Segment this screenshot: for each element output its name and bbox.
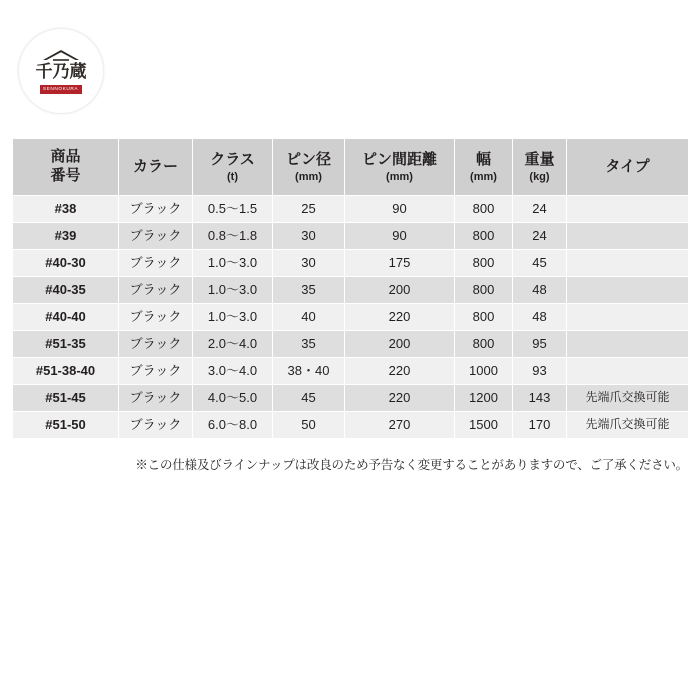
- cell-weight: 24: [513, 196, 567, 223]
- cell-color: ブラック: [119, 385, 193, 412]
- header-unit: (t): [227, 170, 238, 183]
- header-line-1: 幅: [475, 150, 491, 168]
- cell-weight: 45: [513, 250, 567, 277]
- cell-type: [567, 304, 689, 331]
- cell-product-code: #51-38-40: [13, 358, 119, 385]
- header-line-1: ピン間距離: [361, 150, 437, 168]
- cell-color: ブラック: [119, 277, 193, 304]
- cell-weight: 24: [513, 223, 567, 250]
- cell-type: 先端爪交換可能: [567, 412, 689, 439]
- cell-color: ブラック: [119, 304, 193, 331]
- column-header-width: [455, 139, 513, 196]
- header-line-1: 重量: [524, 150, 555, 168]
- cell-type: [567, 196, 689, 223]
- header-line-2: 番号: [50, 167, 81, 184]
- header-unit: (mm): [295, 170, 322, 183]
- cell-pin-diameter: 45: [273, 385, 345, 412]
- header-line-1: カラー: [132, 157, 178, 175]
- cell-pin-diameter: 25: [273, 196, 345, 223]
- column-header-class: [193, 139, 273, 196]
- cell-class: 3.0〜4.0: [193, 358, 273, 385]
- cell-pin-distance: 175: [345, 250, 455, 277]
- cell-class: 0.5〜1.5: [193, 196, 273, 223]
- logo-circle: [18, 28, 104, 114]
- header-line-1: クラス: [210, 150, 255, 168]
- cell-class: 1.0〜3.0: [193, 277, 273, 304]
- cell-weight: 143: [513, 385, 567, 412]
- cell-pin-distance: 220: [345, 304, 455, 331]
- cell-type: [567, 358, 689, 385]
- cell-product-code: #51-35: [13, 331, 119, 358]
- cell-width: 800: [455, 196, 513, 223]
- cell-pin-diameter: 40: [273, 304, 345, 331]
- cell-pin-distance: 220: [345, 358, 455, 385]
- cell-width: 800: [455, 223, 513, 250]
- cell-pin-diameter: 35: [273, 277, 345, 304]
- table-row: [13, 223, 689, 250]
- column-header-product-code: [13, 139, 119, 196]
- column-header-type: [567, 139, 689, 196]
- cell-pin-diameter: 35: [273, 331, 345, 358]
- cell-class: 6.0〜8.0: [193, 412, 273, 439]
- table-row: [13, 196, 689, 223]
- logo-banner: [40, 85, 82, 94]
- cell-width: 1200: [455, 385, 513, 412]
- table-row: [13, 358, 689, 385]
- cell-product-code: #40-30: [13, 250, 119, 277]
- cell-width: 1500: [455, 412, 513, 439]
- cell-pin-distance: 270: [345, 412, 455, 439]
- table-row: [13, 412, 689, 439]
- cell-pin-distance: 90: [345, 223, 455, 250]
- cell-pin-distance: 90: [345, 196, 455, 223]
- cell-width: 1000: [455, 358, 513, 385]
- cell-product-code: #51-50: [13, 412, 119, 439]
- disclaimer-note: ※この仕様及びラインナップは改良のため予告なく変更することがありますので、ご了承ください。: [135, 458, 688, 472]
- spec-table: [12, 138, 689, 439]
- table-row: [13, 304, 689, 331]
- cell-class: 1.0〜3.0: [193, 250, 273, 277]
- cell-weight: 93: [513, 358, 567, 385]
- header-unit: (mm): [470, 170, 497, 183]
- cell-width: 800: [455, 331, 513, 358]
- cell-product-code: #38: [13, 196, 119, 223]
- cell-class: 1.0〜3.0: [193, 304, 273, 331]
- cell-type: [567, 250, 689, 277]
- cell-type: [567, 277, 689, 304]
- brand-logo: [18, 28, 104, 114]
- column-header-pin-distance: [345, 139, 455, 196]
- cell-color: ブラック: [119, 223, 193, 250]
- cell-type: [567, 331, 689, 358]
- table-row: [13, 277, 689, 304]
- cell-weight: 48: [513, 304, 567, 331]
- cell-color: ブラック: [119, 250, 193, 277]
- column-header-pin-diameter: [273, 139, 345, 196]
- logo-romaji: SENNOKURA: [43, 86, 79, 92]
- cell-pin-distance: 200: [345, 277, 455, 304]
- cell-pin-diameter: 30: [273, 223, 345, 250]
- header-unit: (kg): [529, 170, 550, 183]
- header-unit: (mm): [386, 170, 413, 183]
- cell-product-code: #40-35: [13, 277, 119, 304]
- cell-width: 800: [455, 250, 513, 277]
- roof-icon: [41, 49, 81, 62]
- column-header-color: [119, 139, 193, 196]
- cell-class: 4.0〜5.0: [193, 385, 273, 412]
- cell-pin-diameter: 38・40: [273, 358, 345, 385]
- header-line-1: ピン径: [285, 150, 331, 168]
- cell-class: 0.8〜1.8: [193, 223, 273, 250]
- cell-width: 800: [455, 277, 513, 304]
- cell-pin-distance: 200: [345, 331, 455, 358]
- table-row: [13, 250, 689, 277]
- cell-product-code: #40-40: [13, 304, 119, 331]
- cell-color: ブラック: [119, 358, 193, 385]
- table-row: [13, 385, 689, 412]
- cell-pin-diameter: 30: [273, 250, 345, 277]
- cell-pin-diameter: 50: [273, 412, 345, 439]
- cell-color: ブラック: [119, 331, 193, 358]
- cell-type: 先端爪交換可能: [567, 385, 689, 412]
- cell-width: 800: [455, 304, 513, 331]
- cell-product-code: #51-45: [13, 385, 119, 412]
- cell-pin-distance: 220: [345, 385, 455, 412]
- cell-color: ブラック: [119, 412, 193, 439]
- cell-weight: 48: [513, 277, 567, 304]
- cell-weight: 95: [513, 331, 567, 358]
- cell-weight: 170: [513, 412, 567, 439]
- header-line-1: タイプ: [605, 157, 650, 175]
- table-header-row: [13, 139, 689, 196]
- column-header-weight: [513, 139, 567, 196]
- spec-table-wrap: [12, 138, 688, 439]
- spec-table-body: [13, 196, 689, 439]
- cell-color: ブラック: [119, 196, 193, 223]
- cell-product-code: #39: [13, 223, 119, 250]
- cell-type: [567, 223, 689, 250]
- cell-class: 2.0〜4.0: [193, 331, 273, 358]
- header-line-1: 商品: [50, 148, 81, 166]
- logo-kanji: 千乃蔵: [35, 61, 87, 82]
- table-row: [13, 331, 689, 358]
